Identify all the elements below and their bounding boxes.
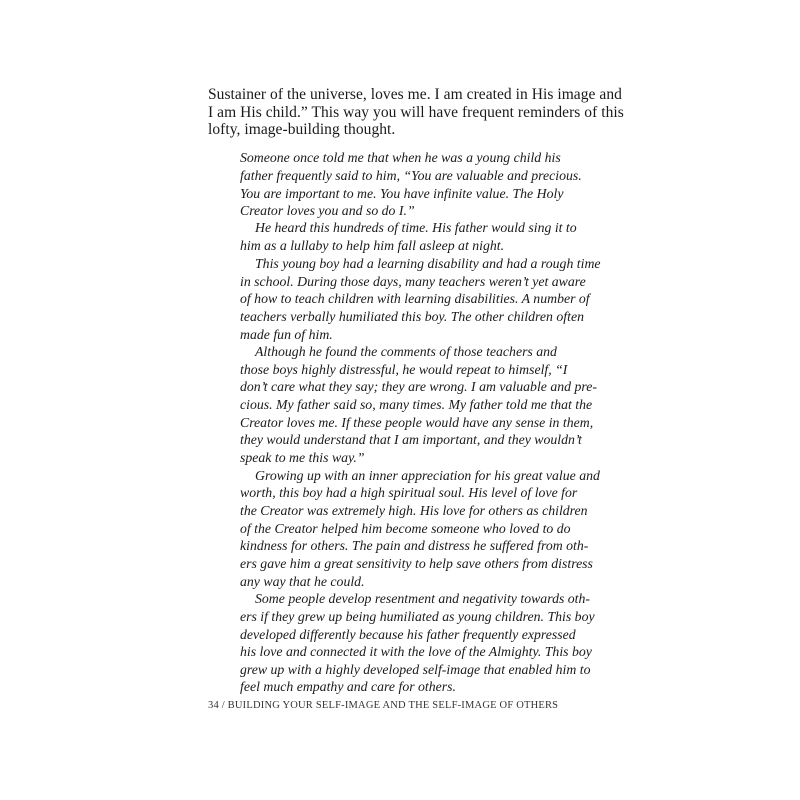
story-line: This young boy had a learning disability and had a rough time [255,256,601,271]
story-line: Someone once told me that when he was a young child his [240,150,561,165]
story-line: Creator loves me. If these people would have any sense in them, [240,415,594,430]
story-line: father frequently said to him, “You are valuable and precious. [240,168,582,183]
story-line: Although he found the comments of those teachers and [255,344,557,359]
story-line: teachers verbally humiliated this boy. The other children often [240,309,584,324]
story-line: He heard this hundreds of time. His father would sing it to [255,220,577,235]
story-line: Some people develop resentment and negativity towards oth- [255,591,591,606]
story-line: made fun of him. [240,327,333,342]
page-footer: 34 / BUILDING YOUR SELF-IMAGE AND THE SELF-IMAGE OF OTHERS [208,700,559,711]
story-line: worth, this boy had a high spiritual soul. His level of love for [240,485,578,500]
story-line: him as a lullaby to help him fall asleep at night. [240,238,505,253]
story-line: of how to teach children with learning disabilities. A number of [240,291,590,306]
story-line: don’t care what they say; they are wrong. I am valuable and pre- [240,379,597,394]
intro-line: Sustainer of the universe, loves me. I am created in His image and [208,86,622,103]
story-line: kindness for others. The pain and distress he suffered from oth- [240,538,589,553]
story-line: developed differently because his father frequently expressed [240,627,576,642]
story-line: ers if they grew up being humiliated as young children. This boy [240,609,595,624]
story-line: You are important to me. You have infinite value. The Holy [240,186,564,201]
story-line: the Creator was extremely high. His love for others as children [240,503,588,518]
story-line: cious. My father said so, many times. My father told me that the [240,397,593,412]
story-line: grew up with a highly developed self-image that enabled him to [240,662,591,677]
story-line: Growing up with an inner appreciation for his great value and [255,468,600,483]
story-line: his love and connected it with the love of the Almighty. This boy [240,644,592,659]
story-line: they would understand that I am important, and they wouldn’t [240,432,582,447]
story-line: ers gave him a great sensitivity to help save others from distress [240,556,593,571]
story-line: feel much empathy and care for others. [240,679,456,694]
story-line: those boys highly distressful, he would repeat to himself, “I [240,362,568,377]
intro-line: lofty, image-building thought. [208,121,396,138]
story-line: Creator loves you and so do I.” [240,203,415,218]
intro-line: I am His child.” This way you will have frequent reminders of this [208,104,624,121]
story-line: any way that he could. [240,574,365,589]
story-line: in school. During those days, many teachers weren’t yet aware [240,274,586,289]
story-line: of the Creator helped him become someone who loved to do [240,521,571,536]
story-line: speak to me this way.” [240,450,365,465]
